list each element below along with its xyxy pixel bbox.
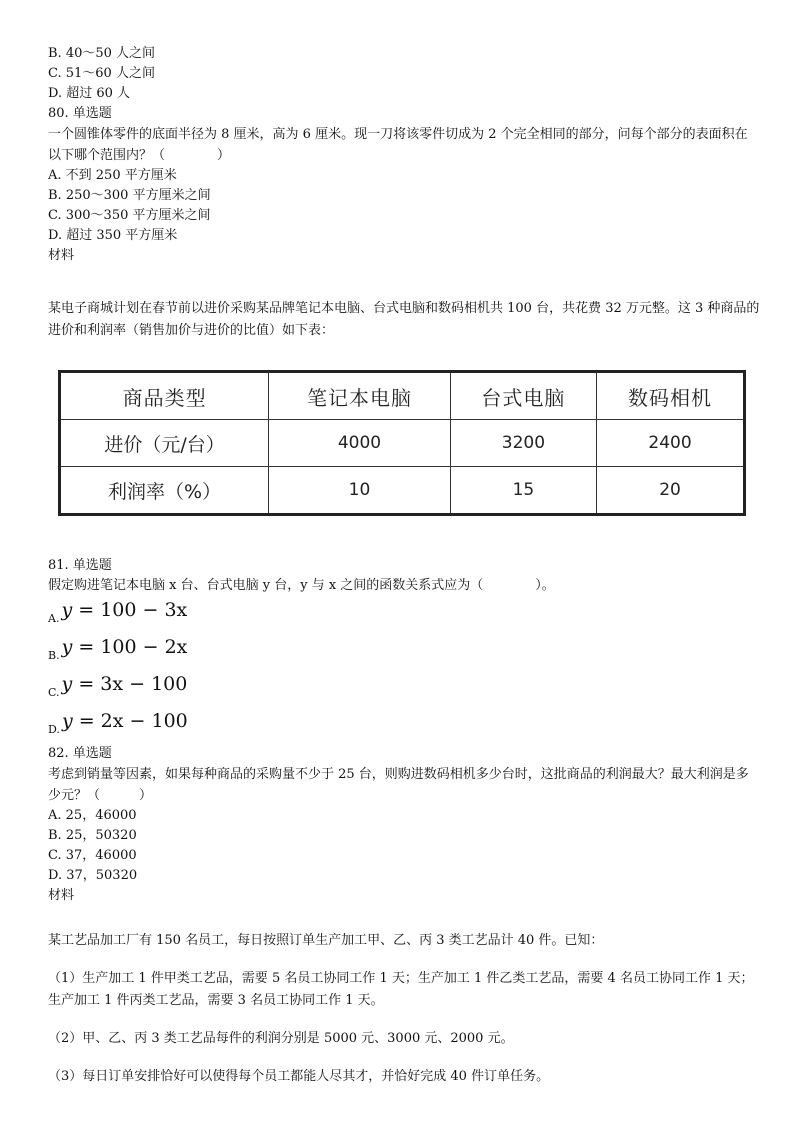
q82-option-c[interactable]: C. 37，46000: [48, 848, 137, 863]
table-header-cell: 商品类型: [60, 372, 269, 420]
price-table: [58, 370, 746, 516]
q80-option-a[interactable]: A. 不到 250 平方厘米: [48, 168, 177, 183]
q81-option-c[interactable]: [48, 670, 760, 707]
table-header-cell: 笔记本电脑: [269, 372, 451, 420]
table-cell: 2400: [597, 420, 745, 467]
material-2-intro: 某工艺品加工厂有 150 名员工，每日按照订单生产加工甲、乙、丙 3 类工艺品计 40 件。已知：: [48, 933, 604, 948]
question-80: [48, 104, 760, 246]
table-header-row: [60, 372, 745, 420]
table-row: [60, 420, 745, 467]
q82-option-a[interactable]: A. 25，46000: [48, 808, 137, 823]
table-row: [60, 467, 745, 515]
q80-stem: 一个圆锥体零件的底面半径为 8 厘米，高为 6 厘米。现一刀将该零件切成为 2 个完全相同的部分，问每个部分的表面积在以下哪个范围内？（ ）: [48, 127, 748, 163]
material-2-point-3: （3）每日订单安排恰好可以使得每个员工都能人尽其才，并恰好完成 40 件订单任务。: [48, 1069, 550, 1084]
q80-heading: 80. 单选题: [48, 106, 112, 121]
formula-lhs: y: [61, 710, 73, 732]
formula-rhs: = 100 − 2x: [78, 636, 188, 658]
q79-options: [48, 44, 760, 104]
q81-option-d[interactable]: [48, 707, 760, 744]
q82-option-b[interactable]: B. 25，50320: [48, 828, 137, 843]
q80-option-d[interactable]: D. 超过 350 平方厘米: [48, 228, 178, 243]
q79-option-c[interactable]: C. 51～60 人之间: [48, 66, 155, 81]
q79-option-d[interactable]: D. 超过 60 人: [48, 86, 131, 101]
table-cell: 4000: [269, 420, 451, 467]
material-2: [48, 886, 760, 1088]
table-cell: 20: [597, 467, 745, 515]
q81-heading: 81. 单选题: [48, 558, 112, 573]
formula-expression: [62, 636, 188, 658]
material-1: [48, 246, 760, 516]
q80-option-c[interactable]: C. 300～350 平方厘米之间: [48, 208, 211, 223]
table-cell: 15: [450, 467, 596, 515]
formula-lhs: y: [61, 636, 73, 658]
table-cell: 3200: [450, 420, 596, 467]
formula-lhs: y: [61, 673, 73, 695]
q82-heading: 82. 单选题: [48, 746, 112, 761]
q82-option-d[interactable]: D. 37，50320: [48, 868, 138, 883]
formula-rhs: = 100 − 3x: [78, 599, 188, 621]
q79-option-b[interactable]: B. 40～50 人之间: [48, 46, 156, 61]
table-cell-label: 进价（元/台）: [60, 420, 269, 467]
document-page: [48, 44, 760, 1088]
question-82: [48, 744, 760, 886]
q81-option-b[interactable]: [48, 633, 760, 670]
q80-option-b[interactable]: B. 250～300 平方厘米之间: [48, 188, 211, 203]
table-header-cell: 台式电脑: [450, 372, 596, 420]
q81-stem: 假定购进笔记本电脑 x 台、台式电脑 y 台，y 与 x 之间的函数关系式应为（ ）。: [48, 578, 555, 593]
formula-rhs: = 2x − 100: [78, 710, 188, 732]
material-1-label: 材料: [48, 248, 75, 263]
option-letter: D.: [48, 723, 60, 736]
formula-lhs: y: [61, 599, 73, 621]
table-cell-label: 利润率（%）: [60, 467, 269, 515]
option-letter: C.: [48, 686, 60, 699]
question-81: [48, 556, 760, 744]
formula-expression: [61, 599, 187, 621]
q81-option-a[interactable]: [48, 596, 760, 633]
price-table-wrapper: [58, 370, 746, 516]
formula-expression: [62, 673, 188, 695]
formula-rhs: = 3x − 100: [78, 673, 188, 695]
material-2-label: 材料: [48, 888, 75, 903]
option-letter: B.: [48, 649, 60, 662]
table-header-cell: 数码相机: [597, 372, 745, 420]
material-1-text: 某电子商城计划在春节前以进价采购某品牌笔记本电脑、台式电脑和数码相机共 100 台，共花费 32 万元整。这 3 种商品的进价和利润率（销售加价与进价的比值）如下表：: [48, 301, 760, 338]
option-letter: A.: [48, 612, 60, 625]
material-2-point-2: （2）甲、乙、丙 3 类工艺品每件的利润分别是 5000 元、3000 元、2000 元。: [48, 1031, 514, 1046]
q82-stem: 考虑到销量等因素，如果每种商品的采购量不少于 25 台，则购进数码相机多少台时，这批商品的利润最大？最大利润是多少元？（ ）: [48, 767, 749, 803]
table-cell: 10: [269, 467, 451, 515]
formula-expression: [62, 710, 188, 732]
material-2-point-1: （1）生产加工 1 件甲类工艺品，需要 5 名员工协同工作 1 天；生产加工 1 件乙类工艺品，需要 4 名员工协同工作 1 天；生产加工 1 件丙类工艺品，需要 3 名员工协同工作 1 天。: [48, 971, 754, 1008]
